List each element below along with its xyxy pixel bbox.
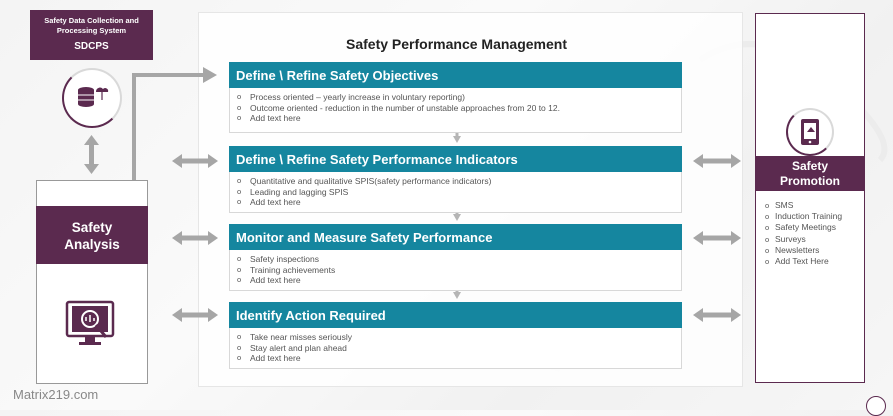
corner-circle [866,396,886,416]
list-item: o Newsletters [765,245,865,256]
step-body [229,88,682,133]
step-bullet: o Safety inspections [237,254,681,265]
step-header: Monitor and Measure Safety Performance [229,224,682,250]
step-bullet: o Add text here [237,197,681,208]
footer-watermark: Matrix219.com [13,387,99,402]
list-item: o Safety Meetings [765,222,865,233]
step-bullet: o Add text here [237,275,681,286]
safety-promotion-label [756,156,864,191]
sdcps-title: Safety Data Collection and Processing System [44,16,139,35]
safety-promotion-box [755,13,865,383]
step-header: Identify Action Required [229,302,682,328]
step-bullet: o Training achievements [237,265,681,276]
down-arrow [453,292,461,299]
sdcps-abbr: SDCPS [74,41,109,52]
safety-promotion-list [765,200,865,267]
step-header: Define \ Refine Safety Performance Indicators [229,146,682,172]
database-cloud-icon [64,70,120,126]
safety-promotion-text: Safety Promotion [780,159,840,188]
step-body [229,172,682,213]
tablet-icon-circle [786,108,834,156]
list-item: o Add Text Here [765,256,865,267]
step-bullet: o Add text here [237,113,681,124]
list-item: o Surveys [765,234,865,245]
down-arrow [453,136,461,143]
step-body [229,250,682,291]
safety-analysis-text: Safety Analysis [64,220,120,252]
sdcps-box [30,10,153,60]
left-double-arrow [172,231,218,245]
list-item: o SMS [765,200,865,211]
right-double-arrow [693,231,741,245]
down-arrow [453,214,461,221]
step-bullet: o Stay alert and plan ahead [237,343,681,354]
step-bullet: o Outcome oriented - reduction in the number of unstable approaches from 20 to 12. [237,103,681,114]
safety-analysis-label [36,206,148,264]
list-item: o Induction Training [765,211,865,222]
page-title: Safety Performance Management [346,36,567,52]
analysis-icon-wrap [64,300,118,354]
right-double-arrow [693,308,741,322]
step-bullet: o Process oriented – yearly increase in voluntary reporting) [237,92,681,103]
right-double-arrow [693,154,741,168]
step-body [229,328,682,369]
step-bullet: o Add text here [237,353,681,364]
analysis-monitor-icon [64,300,120,356]
step-bullet: o Quantitative and qualitative SPIS(safety performance indicators) [237,176,681,187]
left-double-arrow [172,308,218,322]
database-icon-circle [62,68,122,128]
step-bullet: o Take near misses seriously [237,332,681,343]
tablet-promotion-icon [788,110,832,154]
step-bullet: o Leading and lagging SPIS [237,187,681,198]
left-double-arrow [172,154,218,168]
step-header: Define \ Refine Safety Objectives [229,62,682,88]
